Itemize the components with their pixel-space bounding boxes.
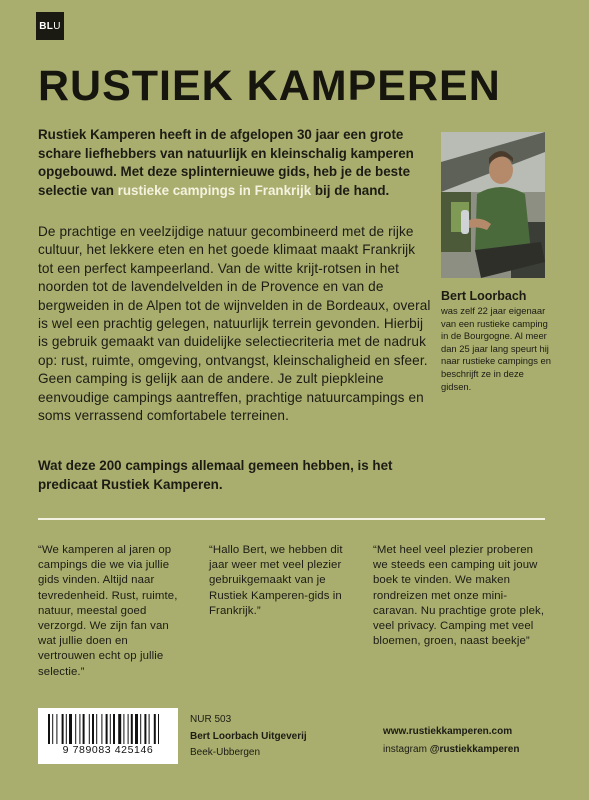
- testimonial-quote-1: “We kamperen al jaren op campings die we via jullie gids vinden. Altijd naar tevredenheid. Rust, ruimte, natuur, meestal goed verzorgd. We zijn fan van wat jullie doen en vertrouwen echt op jullie selectie.”: [38, 544, 178, 678]
- author-photo-image: [441, 132, 545, 278]
- instagram-handle: @rustiekkamperen: [429, 744, 520, 755]
- author-name: Bert Loorbach: [441, 289, 527, 303]
- barcode-bar: [48, 714, 50, 744]
- barcode-bar: [83, 714, 85, 744]
- isbn-barcode: [38, 708, 178, 764]
- barcode-bar: [131, 714, 133, 744]
- barcode-bar: [128, 714, 129, 744]
- testimonial-quote-3: “Met heel veel plezier proberen we steeds een camping uit jouw boek te vinden. We maken rondreizen met onze mini-caravan. Nu prachtige grote plek, veel privacy. Camping met veel bloemen, groen, naast beekje”: [373, 544, 545, 648]
- author-bio: was zelf 22 jaar eigenaar van een rustieke camping in de Bourgogne. Al meer dan 25 jaar lang speurt hij naar rustieke campings en beschrijft ze in deze gidsen.: [441, 305, 551, 392]
- barcode-bar: [96, 714, 97, 744]
- barcode-bars: [48, 714, 168, 744]
- section-divider: [38, 518, 545, 520]
- body-paragraph: De prachtige en veelzijdige natuur gecombineerd met de rijke cultuur, het lekkere eten en het goede klimaat maakt Frankrijk tot een perfect kampeerland. Van de witte krijt-rotsen in het noorden tot de lavendelvelden in de Provence en van de bergweiden in de Alpen tot de wijnvelden in de Bordeaux, overal is wel een prachtig gelegen, natuurlijk terrein gevonden. Hierbij is gebruik gemaakt van duidelijke selectiecriteria met de nadruk op: rust, ruimte, omgeving, ontvangst, kleinschaligheid en sfeer. Geen camping is gelijk aan de andere. Je zult piepkleine eenvoudige campings aantreffen, prachtige natuurcampings en soms verrassend comfortabele terreinen.: [38, 224, 431, 424]
- barcode-bar: [52, 714, 53, 744]
- barcode-bar: [140, 714, 141, 744]
- barcode-bar: [154, 714, 156, 744]
- publisher-logo: [36, 12, 64, 40]
- publisher-name: Bert Loorbach Uitgeverij: [190, 731, 307, 742]
- barcode-bar: [110, 714, 111, 744]
- intro-text-before: Rustiek Kamperen heeft in de afgelopen 30 jaar een grote schare liefhebbers van natuurlijk en kleinschalig kamperen opgebouwd. Met deze splinternieuwe gids, heb je de beste selectie van: [38, 127, 414, 198]
- barcode-bar: [62, 714, 64, 744]
- barcode-bar: [75, 714, 76, 744]
- intro-paragraph: [38, 126, 433, 200]
- barcode-bar: [101, 714, 102, 744]
- logo-bold-text: BL: [39, 20, 54, 32]
- barcode-bar: [79, 714, 80, 744]
- instagram-link[interactable]: [383, 744, 519, 755]
- barcode-bar: [113, 714, 115, 744]
- outro-paragraph: Wat deze 200 campings allemaal gemeen hebben, is het predicaat Rustiek Kamperen.: [38, 458, 393, 492]
- logo-thin-text: U: [53, 20, 61, 32]
- barcode-bar: [135, 714, 138, 744]
- publisher-place: Beek-Ubbergen: [190, 747, 261, 758]
- barcode-bar: [144, 714, 146, 744]
- barcode-bar: [118, 714, 121, 744]
- instagram-label: instagram: [383, 744, 427, 755]
- intro-text-after: bij de hand.: [311, 182, 390, 198]
- barcode-bar: [56, 714, 57, 744]
- intro-highlight: rustieke campings in Frankrijk: [117, 182, 312, 198]
- nur-code: NUR 503: [190, 714, 232, 725]
- barcode-bar: [92, 714, 94, 744]
- barcode-digits: 9 789083 425146: [62, 744, 154, 756]
- book-title: RUSTIEK KAMPEREN: [38, 62, 501, 110]
- barcode-bar: [89, 714, 90, 744]
- website-link[interactable]: www.rustiekkamperen.com: [383, 726, 513, 737]
- barcode-bar: [123, 714, 124, 744]
- author-photo: [441, 132, 545, 278]
- barcode-bar: [149, 714, 150, 744]
- barcode-bar: [66, 714, 67, 744]
- testimonial-quote-2: “Hallo Bert, we hebben dit jaar weer met veel plezier gebruikgemaakt van je Rustiek Kamperen-gids in Frankrijk.”: [209, 544, 343, 617]
- barcode-bar: [69, 714, 72, 744]
- barcode-bar: [158, 714, 159, 744]
- barcode-bar: [106, 714, 108, 744]
